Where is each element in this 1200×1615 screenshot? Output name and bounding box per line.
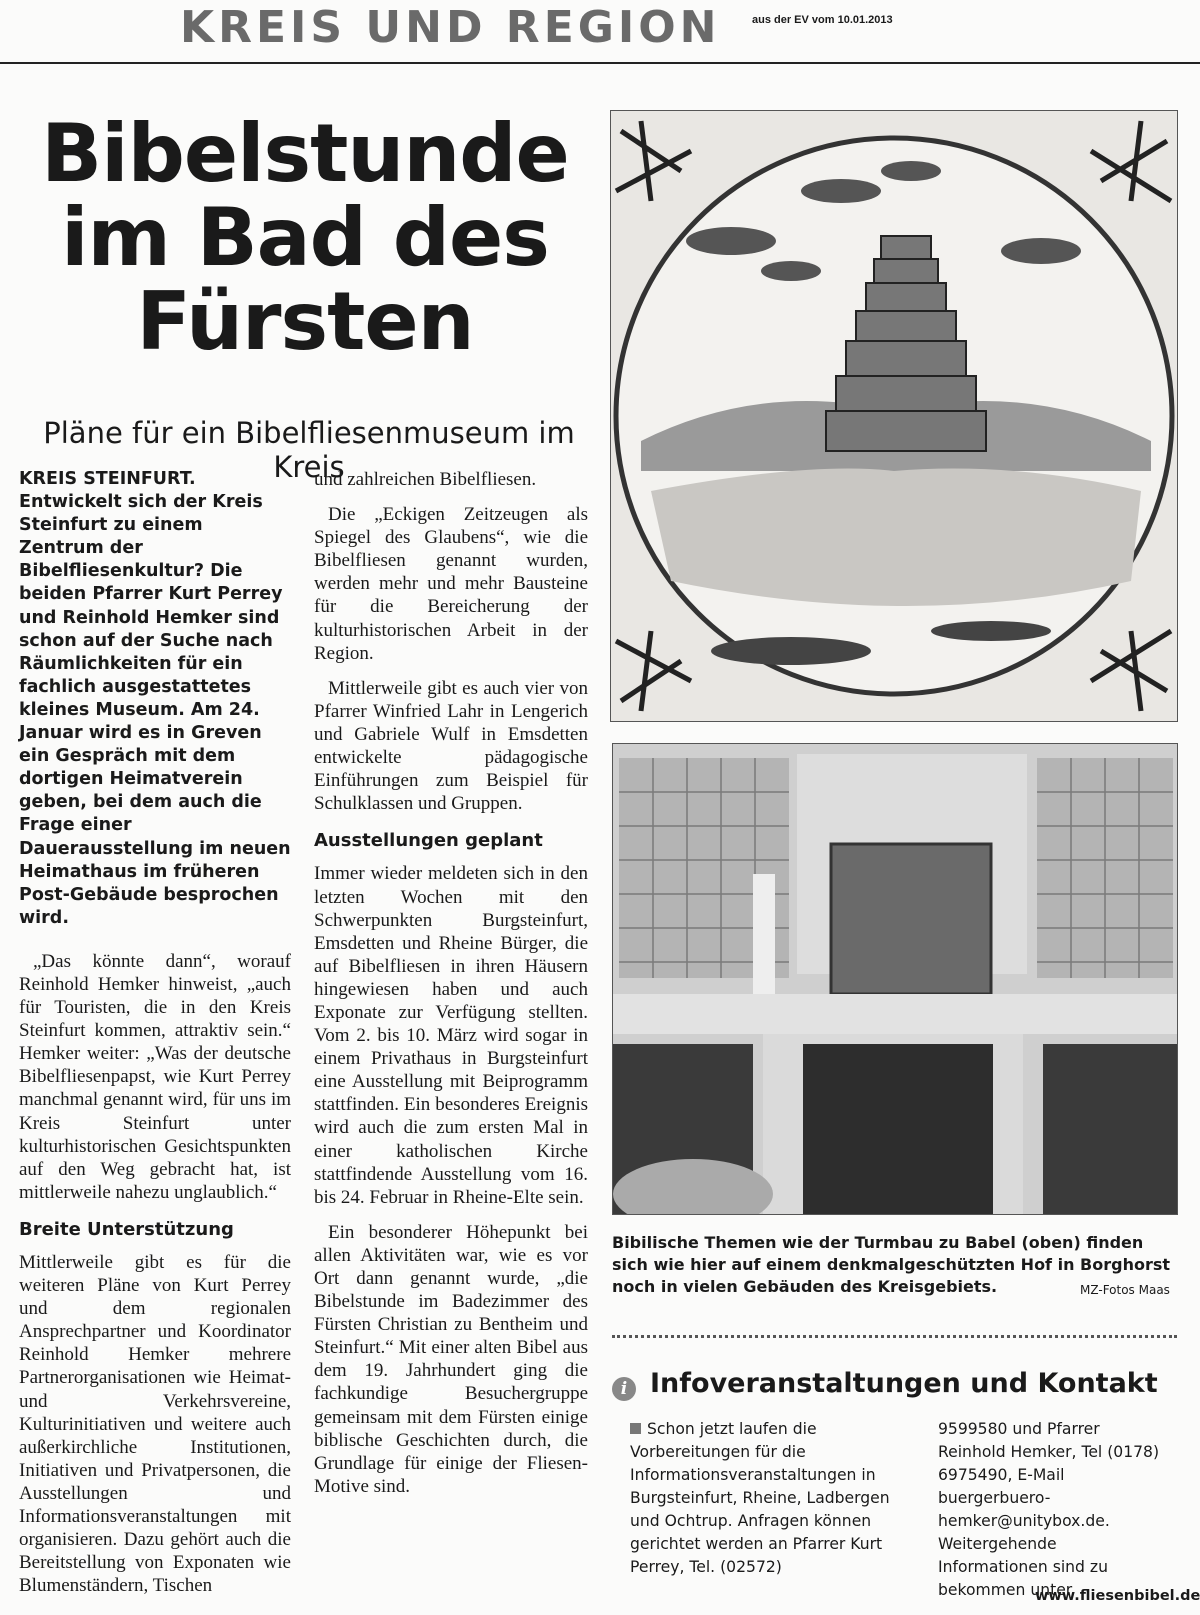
headline-line-1: Bibelstunde: [41, 107, 569, 200]
paragraph: Die „Eckigen Zeitzeugen als Spiegel des Glaubens“, wie die Bibelfliesen genannt wurden, werden mehr und mehr Bausteine für die Bereicherung der kulturhistorischen Arbeit in der Region.: [314, 504, 588, 664]
lead-paragraph: KREIS STEINFURT. Entwickelt sich der Kreis Steinfurt zu einem Zentrum der Bibelfliesenkultur? Die beiden Pfarrer Kurt Perrey und Reinhold Hemker sind schon auf der Suche nach Räumlichkeiten für ein fachlich ausgestattetes kleines Museum. Am 24. Januar wird es in Greven ein Gespräch mit dem dortigen Heimatverein geben, bei dem auch die Frage einer Dauerausstellung im neuen Heimathaus im früheren Post-Gebäude besprochen wird.: [19, 469, 291, 928]
headline-line-3: Fürsten: [136, 275, 474, 368]
infobox-text-2: 9599580 und Pfarrer Reinhold Hemker, Tel (0178) 6975490, E-Mail buergerbuero-hemker@unitybox.de. Weitergehende Informationen sind zu bekommen unter: [938, 1420, 1160, 1599]
infobox-column-2: [938, 1418, 1170, 1602]
paragraph: und zahlreichen Bibelfliesen.: [314, 469, 537, 490]
section-title: KREIS UND REGION: [180, 2, 721, 53]
header-rule: [0, 62, 1200, 64]
subheading-ausstellungen-geplant: Ausstellungen geplant: [314, 830, 543, 852]
paragraph: Mittlerweile gibt es für die weiteren Pläne von Kurt Perrey und dem regionalen Ansprechpartner und Koordinator Reinhold Hemker mehrere Partnerorganisationen wie Heimat- und Verkehrsvereine, Kulturinitiativen und weitere auch außerkirchliche Institutionen, Initiativen und Privatpersonen, die Ausstellungen und Informationsveranstaltungen mit organisieren. Dazu gehört auch die Bereitstellung von Exponaten wie Blumenständern, Tischen: [19, 1252, 291, 1597]
photo-kamin-borghorst: [612, 743, 1178, 1215]
photo-credit: MZ-Fotos Maas: [1080, 1283, 1170, 1297]
paragraph: Mittlerweile gibt es auch vier von Pfarrer Winfried Lahr in Lengerich und Gabriele Wulf in Emsdetten entwickelte pädagogische Einführungen zum Beispiel für Schulklassen und Gruppen.: [314, 677, 588, 815]
infobox-divider: [612, 1335, 1177, 1338]
paragraph: „Das könnte dann“, worauf Reinhold Hemker hinweist, „auch für Touristen, die in den Kreis Steinfurt kommen, attraktiv sein.“ Hemker weiter: „Was der deutsche Bibelfliesenpapst, wie Kurt Perrey manchmal genannt wird, für uns im Kreis Steinfurt unter kulturhistorischen Gesichtspunkten auf den Weg gebracht hat, ist mittlerweile nahezu unglaublich.“: [19, 950, 291, 1203]
photo-turmbau-tile: [610, 110, 1178, 722]
article-column-1: [19, 468, 291, 1609]
subheadline: Pläne für ein Bibelfliesenmuseum im Kreis: [43, 416, 575, 484]
paragraph: Immer wieder meldeten sich in den letzten Wochen mit den Schwerpunkten Burgsteinfurt, Emsdetten und Rheine Bürger, die auf Bibelfliesen in ihren Häusern hingewiesen haben und auch Exponate zur Verfügung stellten. Vom 2. bis 10. März wird sogar in einem Privathaus in Burgsteinfurt eine Ausstellung mit Beiprogramm stattfinden. Ein besonderes Ereignis wird auch die zum ersten Mal in einer katholischen Kirche stattfindende Ausstellung vom 16. bis 24. Februar in Rheine-Elte sein.: [314, 863, 588, 1208]
bullet-square-icon: [630, 1423, 641, 1434]
infobox-title: Infoveranstaltungen und Kontakt: [650, 1368, 1158, 1399]
info-icon: i: [612, 1377, 636, 1401]
infobox-text-1: Schon jetzt laufen die Vorbereitungen für die Informationsveranstaltungen in Burgsteinfurt, Rheine, Ladbergen und Ochtrup. Anfragen können gerichtet werden an Pfarrer Kurt Perrey, Tel. (02572): [630, 1420, 890, 1576]
paragraph: Ein besonderer Höhepunkt bei allen Aktivitäten war, wie es vor Ort dann genannt wurde, „die Bibelstunde im Badezimmer des Fürsten Christian zu Bentheim und Steinfurt.“ Mit einer alten Bibel aus dem 19. Jahrhundert ging die fachkundige Besuchergruppe gemeinsam mit dem Fürsten einige biblische Geschichten durch, die Grundlage für einige der Fliesen-Motive sind.: [314, 1221, 588, 1497]
photo-caption: Bibilische Themen wie der Turmbau zu Babel (oben) finden sich wie hier auf einem denkmalgeschützten Hof in Borghorst noch in vielen Gebäuden des Kreisgebiets.: [612, 1233, 1171, 1296]
headline: [20, 107, 590, 368]
article-column-2: [314, 468, 588, 1510]
headline-line-2: im Bad des: [61, 191, 549, 284]
infobox-column-1: [630, 1418, 900, 1579]
source-note: aus der EV vom 10.01.2013: [752, 14, 893, 26]
subheading-breite-unterstuetzung: Breite Unterstützung: [19, 1218, 234, 1240]
website-link[interactable]: www.fliesenbibel.de: [1035, 1588, 1200, 1604]
